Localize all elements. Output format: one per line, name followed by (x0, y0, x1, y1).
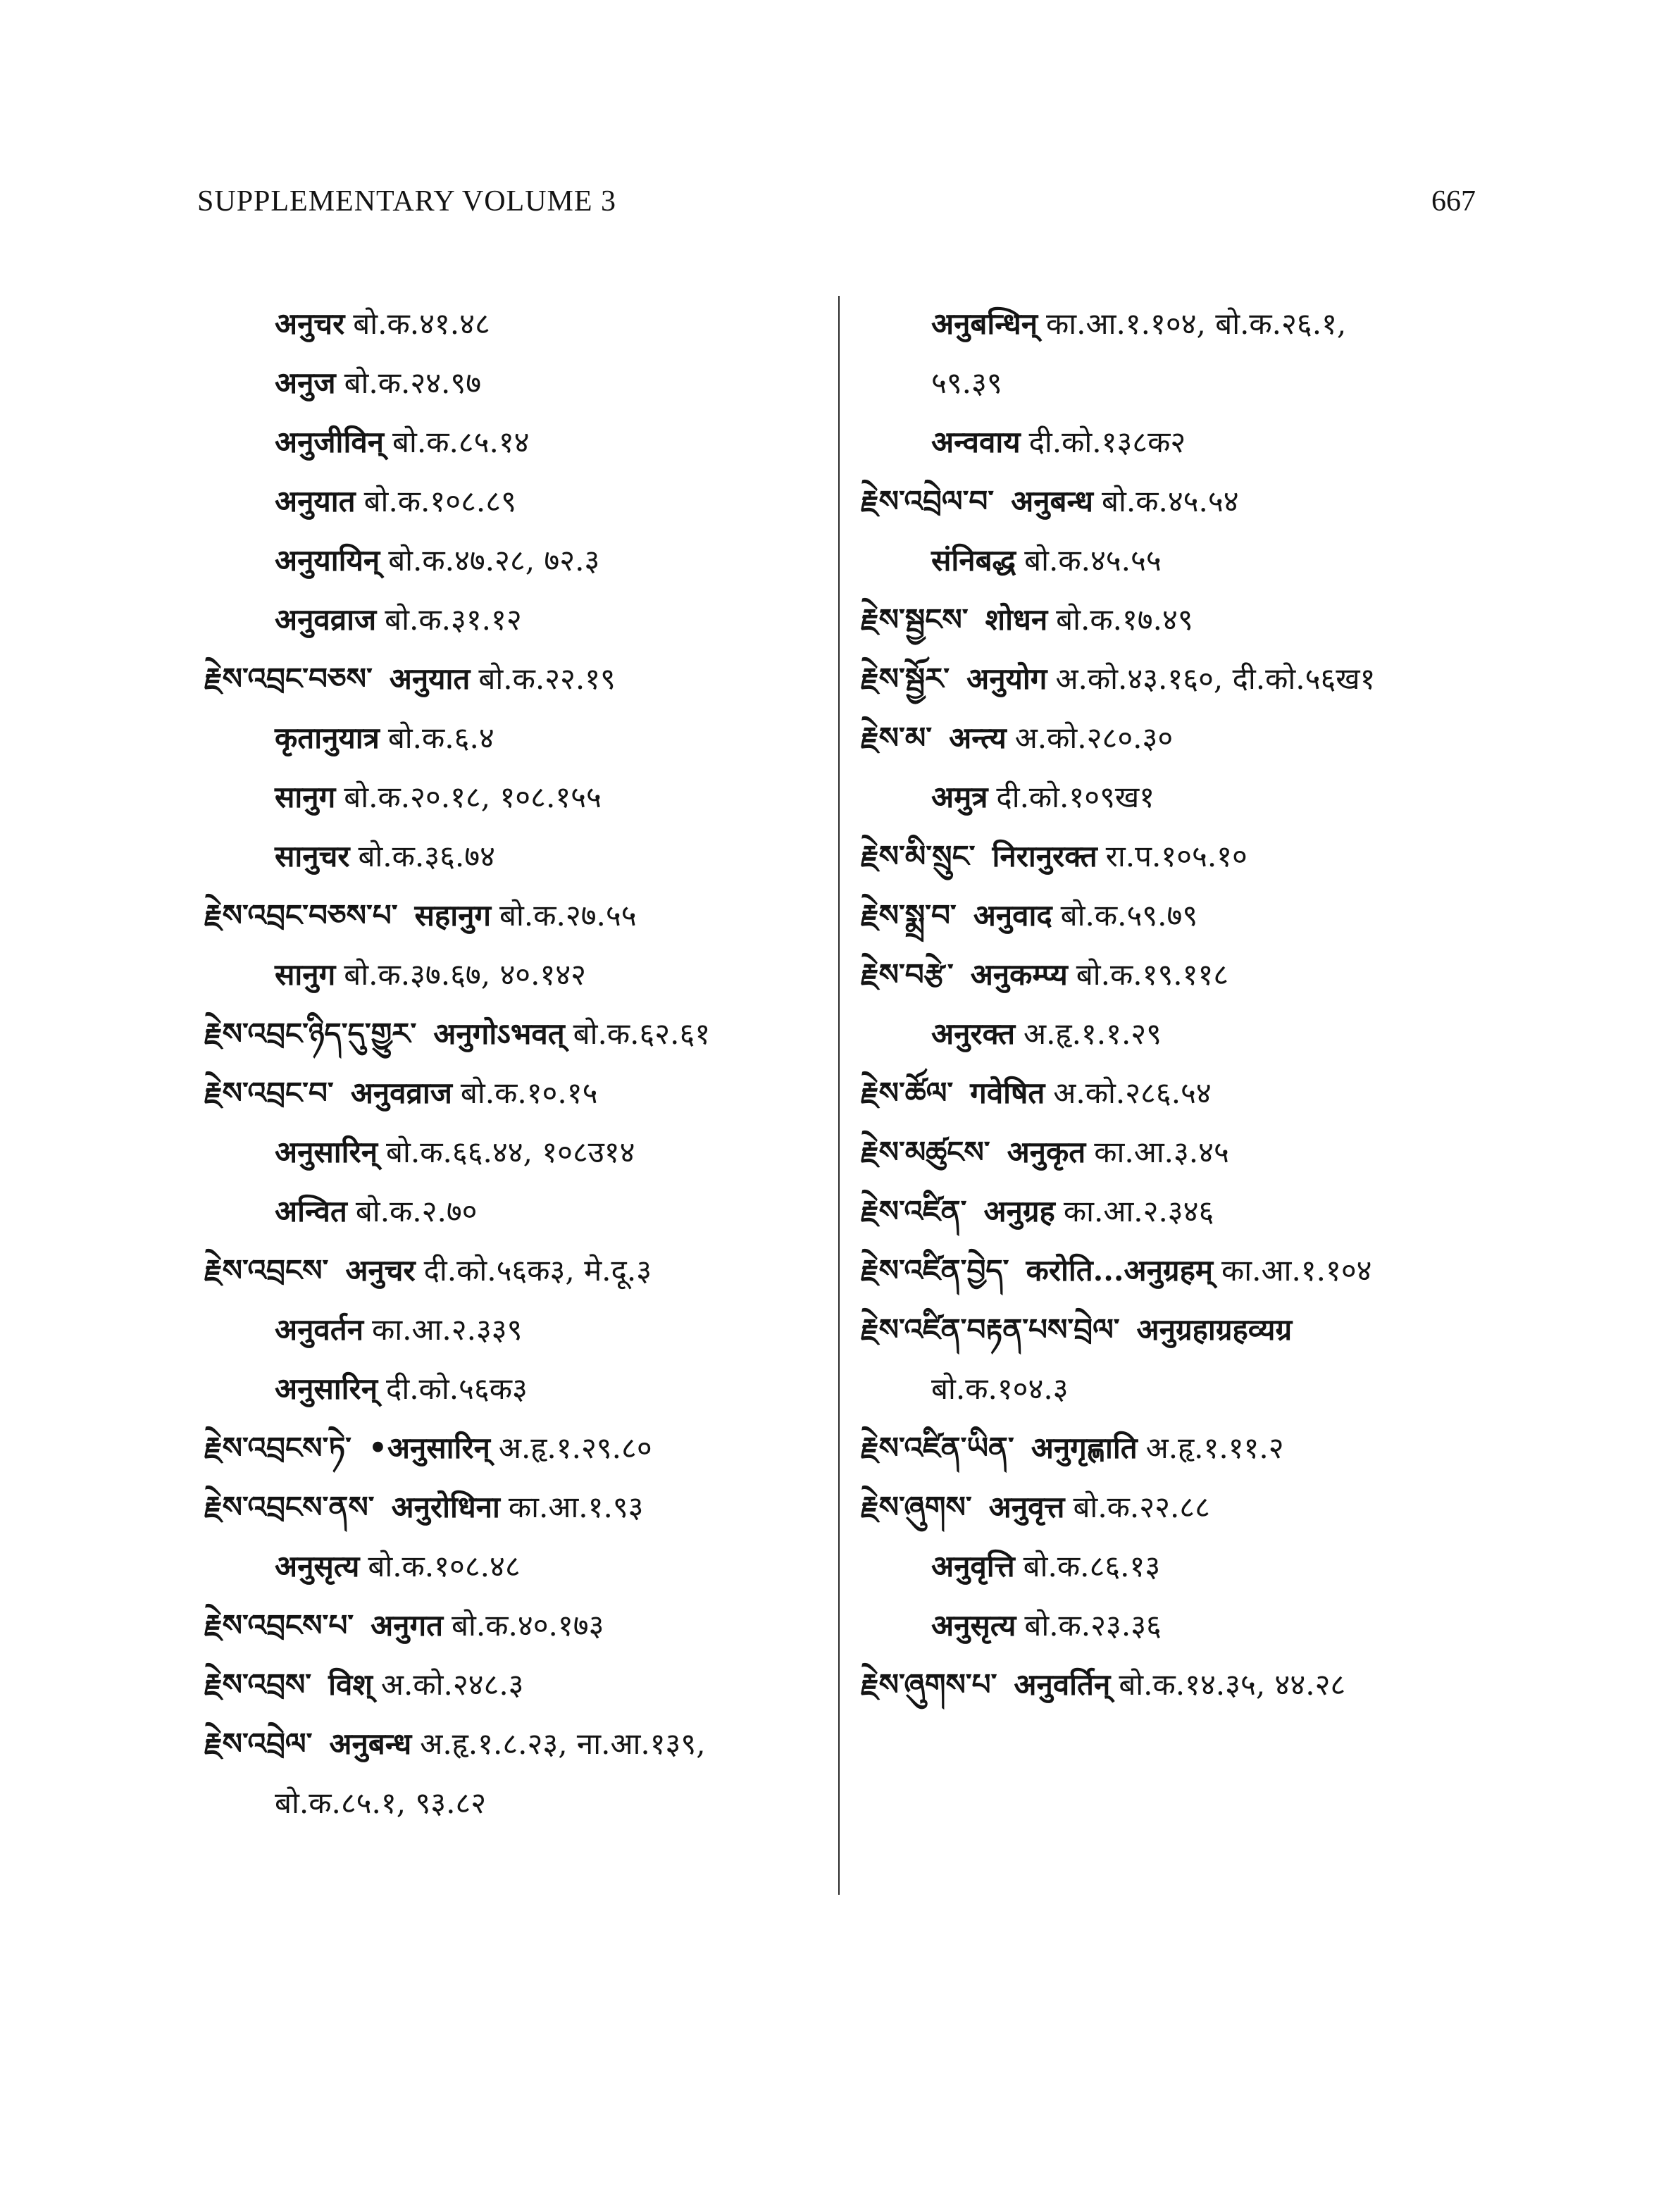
source-reference: दी.को.५६क३, मे.दू.३ (423, 1253, 652, 1288)
tibetan-headword: རྗེས་འཛིན་ཡིན་ (861, 1431, 1014, 1465)
entry-line (861, 1064, 1481, 1123)
source-reference: बो.क.१९.११८ (1076, 957, 1229, 992)
sanskrit-equivalent: अनुचर (345, 1253, 416, 1288)
source-reference: बो.क.१०.१५ (460, 1076, 598, 1110)
page-header (197, 185, 1476, 227)
running-title: SUPPLEMENTARY VOLUME 3 (197, 185, 617, 218)
tibetan-headword: རྗེས་སྨྲ་བ་ (861, 898, 957, 933)
source-reference: बो.क.२.७० (355, 1194, 478, 1228)
entry-line (204, 1537, 824, 1596)
sanskrit-equivalent: अनुयायिन् (275, 543, 380, 578)
source-reference: बो.क.८५.१, ९३.८२ (275, 1786, 487, 1820)
right-column (861, 294, 1481, 1714)
entry-line (861, 1537, 1481, 1596)
entry-line (204, 1478, 824, 1537)
sanskrit-equivalent: अनुसृत्य (931, 1608, 1016, 1643)
tibetan-headword: རྗེས་འཛིན་ (861, 1194, 967, 1228)
page-number: 667 (1431, 185, 1476, 218)
source-reference: अ.को.२८०.३० (1014, 721, 1174, 755)
entry-line (861, 531, 1481, 590)
entry-line (204, 945, 824, 1004)
tibetan-headword: རྗེས་མཚུངས་ (861, 1135, 990, 1169)
sanskrit-equivalent: सहानुग (414, 898, 492, 933)
source-reference: बो.क.२३.३६ (1024, 1608, 1162, 1643)
sanskrit-equivalent: अन्त्य (949, 721, 1007, 755)
sanskrit-equivalent: अनुवाद (973, 898, 1052, 933)
source-reference: अ.हृ.१.१.२९ (1023, 1016, 1162, 1051)
sanskrit-equivalent: अनुजीविन् (275, 425, 384, 459)
sanskrit-equivalent: अनुवव्राज (275, 602, 377, 637)
entry-line (861, 1478, 1481, 1537)
entry-line (204, 768, 824, 827)
entry-line (204, 590, 824, 649)
tibetan-headword: རྗེས་འབྲང་བཅས་པ་ (204, 898, 398, 933)
tibetan-headword: རྗེས་མི་སྲུང་ (861, 839, 976, 873)
source-reference: दी.को.१३८क२ (1028, 425, 1186, 459)
entry-line (861, 1241, 1481, 1300)
entry-line (204, 1596, 824, 1655)
sanskrit-equivalent: अनुगृह्णाति (1031, 1431, 1138, 1465)
entry-line (861, 1004, 1481, 1064)
entry-line (204, 1774, 824, 1833)
entry-line (204, 472, 824, 531)
entry-line (861, 413, 1481, 472)
sanskrit-equivalent: अनुगोऽभवत् (433, 1016, 565, 1051)
entry-line (861, 1182, 1481, 1241)
sanskrit-equivalent: अनुसृत्य (275, 1549, 360, 1583)
tibetan-headword: རྗེས་ཞུགས་ (861, 1490, 972, 1524)
sanskrit-equivalent: अनुयात (389, 661, 471, 696)
source-reference: बो.क.१०८.८९ (363, 484, 516, 518)
entry-line (204, 1359, 824, 1419)
source-reference: बो.क.४५.५५ (1024, 543, 1162, 578)
source-reference: बो.क.५९.७९ (1060, 898, 1198, 933)
source-reference: दी.को.५६क३ (386, 1371, 528, 1406)
tibetan-headword: རྗེས་ཞུགས་པ་ (861, 1667, 997, 1702)
tibetan-headword: རྗེས་འབྲངས་ (204, 1253, 329, 1288)
tibetan-headword: རྗེས་སྦྱོར་ (861, 661, 950, 696)
entry-line (861, 1419, 1481, 1478)
sanskrit-equivalent: अनुग्रहाग्रहव्यग्र (1136, 1312, 1293, 1347)
entry-line (204, 531, 824, 590)
source-reference: बो.क.१०८.४८ (368, 1549, 521, 1583)
entry-line (861, 1123, 1481, 1182)
tibetan-headword: རྗེས་འཛིན་བརྟན་པས་བྲེལ་ (861, 1312, 1120, 1347)
source-reference: दी.को.१०९ख१ (996, 780, 1155, 814)
source-reference: बो.क.४७.२८, ७२.३ (388, 543, 600, 578)
entry-line (204, 354, 824, 413)
sanskrit-equivalent: सानुचर (275, 839, 350, 873)
sanskrit-equivalent: अनुबन्ध (1011, 484, 1093, 518)
sanskrit-equivalent: अनुसारिन् (275, 1371, 378, 1406)
sanskrit-equivalent: अनुसारिन् (275, 1135, 378, 1169)
entry-line (204, 1004, 824, 1064)
entry-line (861, 886, 1481, 945)
sanskrit-equivalent: अनुगत (371, 1608, 444, 1643)
source-reference: बो.क.८६.१३ (1023, 1549, 1161, 1583)
source-reference: का.आ.३.४५ (1094, 1135, 1229, 1169)
entry-line (861, 827, 1481, 886)
sanskrit-equivalent: विश् (328, 1667, 373, 1702)
source-reference: बो.क.८५.१४ (392, 425, 530, 459)
entry-line (861, 354, 1481, 413)
sanskrit-equivalent: निरानुरक्त (992, 839, 1097, 873)
source-reference: का.आ.२.३४६ (1063, 1194, 1214, 1228)
sanskrit-equivalent: संनिबद्ध (931, 543, 1016, 578)
tibetan-headword: རྗེས་འབྲངས་པ་ (204, 1608, 354, 1643)
sanskrit-equivalent: कृतानुयात्र (275, 721, 380, 755)
source-reference: बो.क.२४.९७ (344, 366, 482, 400)
tibetan-headword: རྗེས་འབྲེལ་ (204, 1726, 313, 1761)
source-reference: बो.क.२२.८८ (1073, 1490, 1210, 1524)
source-reference: बो.क.१७.४९ (1056, 602, 1193, 637)
sanskrit-equivalent: शोधन (985, 602, 1048, 637)
entry-line (204, 1064, 824, 1123)
sanskrit-equivalent: अनुग्रह (983, 1194, 1055, 1228)
sanskrit-equivalent: अनुबन्धिन् (931, 306, 1038, 341)
sanskrit-equivalent: अनुवर्तन (275, 1312, 364, 1347)
source-reference: का.आ.१.१०४ (1221, 1253, 1372, 1288)
tibetan-headword: རྗེས་འབྲངས་ནས་ (204, 1490, 375, 1524)
sanskrit-equivalent: अनुरक्त (931, 1016, 1016, 1051)
entry-line (204, 1123, 824, 1182)
entry-line (861, 945, 1481, 1004)
left-column (204, 294, 824, 1833)
source-reference: बो.क.३६.७४ (358, 839, 495, 873)
entry-line (204, 1714, 824, 1774)
entry-line (204, 1419, 824, 1478)
sanskrit-equivalent: अनुयोग (966, 661, 1047, 696)
sanskrit-equivalent: अनुबन्ध (329, 1726, 412, 1761)
source-reference: अ.हृ.१.८.२३, ना.आ.१३९, (420, 1726, 706, 1761)
source-reference: अ.को.२४८.३ (380, 1667, 524, 1702)
tibetan-headword: རྗེས་བརྩེ་ (861, 957, 954, 992)
entry-line (861, 1596, 1481, 1655)
source-reference: बो.क.१४.३५, ४४.२८ (1119, 1667, 1346, 1702)
entry-line (861, 590, 1481, 649)
entry-line (204, 413, 824, 472)
entry-line (204, 649, 824, 709)
source-reference: का.आ.१.१०४, बो.क.२६.१, (1046, 306, 1347, 341)
source-reference: अ.को.२८६.५४ (1053, 1076, 1212, 1110)
tibetan-headword: རྗེས་འཛིན་བྱེད་ (861, 1253, 1009, 1288)
sanskrit-equivalent: अनुज (275, 366, 336, 400)
sanskrit-equivalent: अनुकृत (1007, 1135, 1086, 1169)
entry-line (204, 1300, 824, 1359)
entry-line (861, 1359, 1481, 1419)
source-reference: अ.को.४३.१६०, दी.को.५६ख१ (1055, 661, 1376, 696)
sanskrit-equivalent: अनुवर्तिन् (1014, 1667, 1111, 1702)
sanskrit-equivalent: अमुत्र (931, 780, 988, 814)
tibetan-headword: རྗེས་འབྲང་བཅས་ (204, 661, 373, 696)
column-divider (838, 296, 840, 1895)
entry-line (204, 294, 824, 354)
sanskrit-equivalent: •अनुसारिन् (368, 1431, 490, 1465)
source-reference: बो.क.१०४.३ (931, 1371, 1069, 1406)
source-reference: बो.क.६६.४४, १०८उ१४ (386, 1135, 635, 1169)
entry-line (861, 1655, 1481, 1714)
tibetan-headword: རྗེས་འབྲང་བ་ (204, 1076, 334, 1110)
sanskrit-equivalent: अन्वित (275, 1194, 347, 1228)
source-reference: बो.क.२७.५५ (499, 898, 637, 933)
tibetan-headword: རྗེས་མ་ (861, 721, 933, 755)
tibetan-headword: རྗེས་འབྲས་ (204, 1667, 312, 1702)
source-reference: बो.क.४५.५४ (1102, 484, 1239, 518)
sanskrit-equivalent: अनुचर (275, 306, 345, 341)
sanskrit-equivalent: अनुवव्राज (350, 1076, 452, 1110)
source-reference: बो.क.३१.१२ (385, 602, 522, 637)
entry-line (204, 886, 824, 945)
entry-line (204, 1182, 824, 1241)
sanskrit-equivalent: अनुकम्प्य (970, 957, 1068, 992)
source-reference: बो.क.३७.६७, ४०.१४२ (344, 957, 587, 992)
source-reference: रा.प.१०५.१० (1105, 839, 1247, 873)
source-reference: का.आ.१.९३ (508, 1490, 644, 1524)
sanskrit-equivalent: अन्ववाय (931, 425, 1021, 459)
entry-line (204, 827, 824, 886)
sanskrit-equivalent: सानुग (275, 780, 336, 814)
source-reference: बो.क.२२.१९ (478, 661, 616, 696)
sanskrit-equivalent: करोति...अनुग्रहम् (1026, 1253, 1214, 1288)
entry-line (204, 709, 824, 768)
tibetan-headword: རྗེས་ཚོལ་ (861, 1076, 954, 1110)
entry-line (861, 709, 1481, 768)
source-reference: बो.क.४०.१७३ (452, 1608, 604, 1643)
source-reference: अ.हृ.१.२९.८० (498, 1431, 652, 1465)
entry-line (861, 1300, 1481, 1359)
sanskrit-equivalent: सानुग (275, 957, 336, 992)
entry-line (861, 768, 1481, 827)
entry-line (204, 1241, 824, 1300)
sanskrit-equivalent: अनुयात (275, 484, 356, 518)
sanskrit-equivalent: गवेषित (970, 1076, 1045, 1110)
source-reference: बो.क.६२.६१ (573, 1016, 711, 1051)
sanskrit-equivalent: अनुरोधिना (391, 1490, 500, 1524)
tibetan-headword: རྗེས་སྦྱངས་ (861, 602, 969, 637)
source-reference: बो.क.४१.४८ (353, 306, 490, 341)
entry-line (204, 1655, 824, 1714)
tibetan-headword: རྗེས་འབྲང་ཉིད་དུ་གྱུར་ (204, 1016, 417, 1051)
entry-line (861, 472, 1481, 531)
entry-line (861, 294, 1481, 354)
source-reference: अ.हृ.१.११.२ (1145, 1431, 1284, 1465)
tibetan-headword: རྗེས་འབྲེལ་བ་ (861, 484, 995, 518)
tibetan-headword: རྗེས་འབྲངས་ཏེ་ (204, 1431, 351, 1465)
source-reference: बो.क.६.४ (387, 721, 494, 755)
entry-line (861, 649, 1481, 709)
source-reference: ५९.३९ (931, 366, 1002, 400)
source-reference: का.आ.२.३३९ (372, 1312, 523, 1347)
sanskrit-equivalent: अनुवृत्ति (931, 1549, 1015, 1583)
source-reference: बो.क.२०.१८, १०८.१५५ (344, 780, 602, 814)
sanskrit-equivalent: अनुवृत्त (988, 1490, 1065, 1524)
